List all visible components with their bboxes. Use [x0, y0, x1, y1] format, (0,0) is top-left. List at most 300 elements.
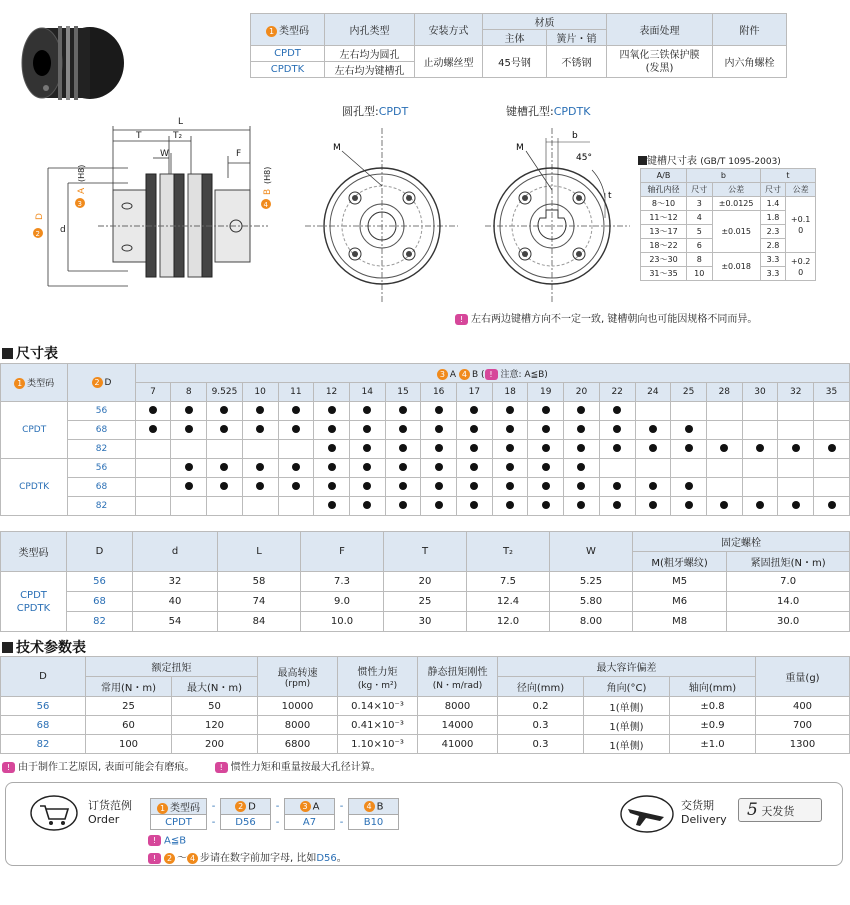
- header-spring: 簧片・销: [547, 30, 607, 46]
- dim-T: T: [136, 131, 142, 141]
- available-dot-icon: [149, 406, 157, 414]
- header-body: 主体: [483, 30, 547, 46]
- available-dot-icon: [792, 444, 800, 452]
- availability-cell: [599, 497, 635, 516]
- spec-cell-t: 25: [384, 592, 467, 612]
- dims-h-ab: 3 A 4 B ( ! 注意: A≦B): [135, 364, 849, 383]
- tech-cell-a: 1(单侧): [584, 697, 670, 716]
- key-bore-label: [506, 103, 590, 119]
- marker-3-icon: 3: [437, 369, 448, 380]
- keyway-range: 23～30: [641, 253, 687, 267]
- availability-cell: [349, 497, 385, 516]
- availability-cell: [528, 440, 564, 459]
- round-bore-code: CPDT: [378, 105, 409, 118]
- availability-cell: [564, 497, 600, 516]
- availability-cell: [706, 497, 742, 516]
- availability-cell: [457, 459, 493, 478]
- availability-cell: [421, 478, 457, 497]
- keyway-btol: ±0.0125: [712, 197, 760, 211]
- available-dot-icon: [828, 501, 836, 509]
- spec-cell-t2: 12.4: [467, 592, 550, 612]
- availability-cell: [242, 459, 278, 478]
- availability-cell: [278, 421, 314, 440]
- available-dot-icon: [470, 501, 478, 509]
- spec-cell-l: 74: [218, 592, 301, 612]
- spec-cell-f: 7.3: [301, 572, 384, 592]
- tech-h-deviation: 最大容许偏差: [498, 657, 756, 677]
- order-example-table: [150, 798, 399, 830]
- keyway-h-bsize: 尺寸: [687, 183, 713, 197]
- available-dot-icon: [149, 425, 157, 433]
- dim-W: W: [160, 149, 169, 159]
- spec-cell-d: 56: [67, 572, 133, 592]
- tech-cell-n: 25: [86, 697, 172, 716]
- available-dot-icon: [613, 501, 621, 509]
- availability-cell: [421, 440, 457, 459]
- table-row: [1, 735, 850, 754]
- note-icon: !: [148, 835, 161, 846]
- availability-cell: [706, 478, 742, 497]
- available-dot-icon: [363, 406, 371, 414]
- available-dot-icon: [577, 425, 585, 433]
- order-title: [88, 799, 132, 827]
- type-code-cell: CPDT: [1, 402, 68, 459]
- tech-h-weight: 重量(g): [756, 657, 850, 697]
- size-col-header: 17: [457, 383, 493, 402]
- availability-cell: [457, 421, 493, 440]
- availability-cell: [457, 402, 493, 421]
- dim-F: F: [236, 149, 242, 159]
- availability-cell: [671, 478, 707, 497]
- dim-B: B: [263, 188, 273, 195]
- availability-cell: [814, 459, 850, 478]
- marker-4-icon: 4: [364, 801, 375, 812]
- dimension-spec-table: [0, 531, 850, 632]
- keyway-b: 3: [687, 197, 713, 211]
- product-type-table: [250, 13, 787, 78]
- availability-cell: [742, 402, 778, 421]
- tech-cell-x: ±0.9: [670, 716, 756, 735]
- airplane-icon: [620, 795, 674, 833]
- keyway-square-icon: [638, 156, 647, 165]
- keyway-btol: ±0.015: [712, 211, 760, 253]
- available-dot-icon: [577, 501, 585, 509]
- available-dot-icon: [506, 444, 514, 452]
- availability-cell: [492, 497, 528, 516]
- key-b-label: b: [572, 131, 578, 141]
- tech-cell-i: 0.14×10⁻³: [338, 697, 418, 716]
- keyway-b: 6: [687, 239, 713, 253]
- availability-cell: [528, 421, 564, 440]
- availability-cell: [314, 478, 350, 497]
- order-v-A: A7: [285, 815, 335, 830]
- round-front-view: [300, 118, 460, 308]
- available-dot-icon: [649, 482, 657, 490]
- availability-cell: [635, 440, 671, 459]
- availability-cell: [706, 440, 742, 459]
- svg-text:3: 3: [77, 200, 82, 208]
- availability-cell: [671, 497, 707, 516]
- order-dash: -: [339, 816, 344, 828]
- keyway-h-tsize: 尺寸: [760, 183, 786, 197]
- note-icon: !: [455, 314, 468, 325]
- order-h-A: 3 A: [285, 799, 335, 815]
- availability-cell: [706, 421, 742, 440]
- keyway-t: 2.8: [760, 239, 786, 253]
- D-cell: 82: [68, 497, 135, 516]
- type-code-cell: CPDTK: [1, 459, 68, 516]
- available-dot-icon: [292, 463, 300, 471]
- spec-cell-d: 82: [67, 612, 133, 632]
- available-dot-icon: [542, 406, 550, 414]
- round-M-label: M: [333, 143, 341, 153]
- spec-cell-l: 84: [218, 612, 301, 632]
- spec-cell-t2: 12.0: [467, 612, 550, 632]
- keyway-h-ttol: 公差: [786, 183, 816, 197]
- marker-4-icon: 4: [187, 853, 198, 864]
- availability-cell: [599, 459, 635, 478]
- available-dot-icon: [292, 425, 300, 433]
- keyway-btol: ±0.018: [712, 253, 760, 281]
- available-dot-icon: [185, 463, 193, 471]
- availability-cell: [778, 402, 814, 421]
- available-dot-icon: [363, 501, 371, 509]
- order-rule-1: ! A≦B: [148, 835, 186, 847]
- availability-cell: [528, 478, 564, 497]
- size-col-header: 28: [706, 383, 742, 402]
- section-title-dims: 尺寸表: [2, 343, 58, 363]
- order-h-type: 1 类型码: [151, 799, 207, 815]
- available-dot-icon: [399, 501, 407, 509]
- body-material: 45号钢: [483, 46, 547, 78]
- availability-cell: [171, 497, 207, 516]
- available-dot-icon: [506, 425, 514, 433]
- available-dot-icon: [435, 463, 443, 471]
- key-bore-code: CPDTK: [553, 105, 591, 118]
- availability-cell: [349, 421, 385, 440]
- available-dot-icon: [470, 463, 478, 471]
- spec-h-T2: T₂: [467, 532, 550, 572]
- keyway-h-shaft: 轴孔内径: [641, 183, 687, 197]
- available-dot-icon: [649, 425, 657, 433]
- table-row: [1, 612, 850, 632]
- round-bore-title: 圆孔型:: [342, 105, 379, 118]
- availability-cell: [492, 459, 528, 478]
- spec-cell-t2: 7.5: [467, 572, 550, 592]
- available-dot-icon: [328, 482, 336, 490]
- spec-cell-f: 9.0: [301, 592, 384, 612]
- order-title-en: Order: [88, 813, 120, 826]
- available-dot-icon: [649, 444, 657, 452]
- tech-h-axial: 轴向(mm): [670, 677, 756, 697]
- marker-1-icon: 1: [157, 803, 168, 814]
- type-code-cell: CPDT CPDTK: [1, 572, 67, 632]
- availability-cell: [207, 421, 243, 440]
- spec-cell-tq: 14.0: [727, 592, 850, 612]
- available-dot-icon: [542, 463, 550, 471]
- tech-h-speed: 最高转速 (rpm): [258, 657, 338, 697]
- availability-cell: [528, 402, 564, 421]
- available-dot-icon: [328, 444, 336, 452]
- D-cell: 68: [68, 421, 135, 440]
- availability-cell: [385, 459, 421, 478]
- table-row: [1, 421, 850, 440]
- header-bore-type: 内孔类型: [325, 14, 415, 46]
- tech-h-stiffness-unit: (N・m/rad): [432, 680, 483, 691]
- availability-cell: [564, 421, 600, 440]
- availability-cell: [457, 497, 493, 516]
- tech-cell-D: 68: [1, 716, 86, 735]
- availability-cell: [814, 497, 850, 516]
- tech-cell-x: ±0.8: [670, 697, 756, 716]
- availability-cell: [742, 459, 778, 478]
- tech-cell-s: 6800: [258, 735, 338, 754]
- tech-cell-m: 120: [172, 716, 258, 735]
- tech-cell-r: 0.3: [498, 716, 584, 735]
- availability-cell: [635, 497, 671, 516]
- svg-text:2: 2: [35, 230, 40, 238]
- keyway-h-ab: A/B: [641, 169, 687, 183]
- availability-cell: [385, 478, 421, 497]
- availability-cell: [742, 440, 778, 459]
- table-row: [1, 497, 850, 516]
- spec-cell-w: 8.00: [550, 612, 633, 632]
- available-dot-icon: [542, 425, 550, 433]
- availability-cell: [599, 402, 635, 421]
- availability-cell: [385, 421, 421, 440]
- marker-1-icon: 1: [266, 26, 277, 37]
- available-dot-icon: [399, 425, 407, 433]
- spec-cell-t: 30: [384, 612, 467, 632]
- available-dot-icon: [363, 425, 371, 433]
- available-dot-icon: [292, 406, 300, 414]
- available-dot-icon: [577, 463, 585, 471]
- marker-1-icon: 1: [14, 378, 25, 389]
- spec-cell-w: 5.25: [550, 572, 633, 592]
- availability-cell: [314, 497, 350, 516]
- spec-cell-d: 54: [133, 612, 218, 632]
- type-code-cpdt: CPDT: [251, 46, 325, 62]
- availability-cell: [349, 459, 385, 478]
- tech-cell-a: 1(单侧): [584, 716, 670, 735]
- available-dot-icon: [399, 406, 407, 414]
- available-dot-icon: [542, 482, 550, 490]
- spec-h-W: W: [550, 532, 633, 572]
- availability-cell: [171, 478, 207, 497]
- keyway-range: 13～17: [641, 225, 687, 239]
- available-dot-icon: [720, 501, 728, 509]
- availability-cell: [242, 497, 278, 516]
- availability-cell: [671, 402, 707, 421]
- tech-cell-r: 0.2: [498, 697, 584, 716]
- spring-material: 不锈钢: [547, 46, 607, 78]
- available-dot-icon: [613, 444, 621, 452]
- order-title-cn: 订货范例: [88, 799, 132, 812]
- available-dot-icon: [363, 482, 371, 490]
- tech-cell-m: 50: [172, 697, 258, 716]
- availability-cell: [564, 402, 600, 421]
- keyway-range: 31～35: [641, 267, 687, 281]
- dim-A-tol: (H8): [77, 164, 86, 182]
- size-col-header: 15: [385, 383, 421, 402]
- availability-cell: [135, 478, 171, 497]
- availability-cell: [742, 497, 778, 516]
- keyway-b: 4: [687, 211, 713, 225]
- available-dot-icon: [685, 482, 693, 490]
- spec-cell-d: 40: [133, 592, 218, 612]
- availability-cell: [242, 402, 278, 421]
- size-col-header: 8: [171, 383, 207, 402]
- available-dot-icon: [506, 501, 514, 509]
- spec-cell-m: M8: [633, 612, 727, 632]
- order-dash: -: [339, 801, 344, 812]
- tech-h-max: 最大(N・m): [172, 677, 258, 697]
- size-col-header: 11: [278, 383, 314, 402]
- availability-cell: [706, 402, 742, 421]
- mount-value: 止动螺丝型: [415, 46, 483, 78]
- D-cell: 82: [68, 440, 135, 459]
- size-col-header: 9.525: [207, 383, 243, 402]
- spec-h-D: D: [67, 532, 133, 572]
- availability-cell: [564, 459, 600, 478]
- available-dot-icon: [220, 425, 228, 433]
- available-dot-icon: [435, 482, 443, 490]
- spec-cell-d: 32: [133, 572, 218, 592]
- keyway-t: 2.3: [760, 225, 786, 239]
- availability-cell: [207, 402, 243, 421]
- size-col-header: 20: [564, 383, 600, 402]
- available-dot-icon: [506, 406, 514, 414]
- tech-cell-i: 0.41×10⁻³: [338, 716, 418, 735]
- order-dash: -: [275, 801, 280, 812]
- availability-cell: [814, 402, 850, 421]
- available-dot-icon: [720, 444, 728, 452]
- side-view-drawing: [28, 108, 288, 308]
- availability-cell: [278, 478, 314, 497]
- section-title-tech: 技术参数表: [2, 637, 86, 657]
- available-dot-icon: [399, 444, 407, 452]
- table-row: [1, 592, 850, 612]
- availability-cell: [314, 459, 350, 478]
- size-col-header: 10: [242, 383, 278, 402]
- order-rule-example: D56: [316, 853, 337, 864]
- tech-h-inertia: 惯性力矩 (kg・m²): [338, 657, 418, 697]
- tech-h-normal: 常用(N・m): [86, 677, 172, 697]
- spec-cell-f: 10.0: [301, 612, 384, 632]
- availability-cell: [207, 497, 243, 516]
- dims-h-D: 2 D: [68, 364, 135, 402]
- availability-cell: [492, 402, 528, 421]
- availability-cell: [314, 421, 350, 440]
- availability-cell: [135, 440, 171, 459]
- order-v-D: D56: [221, 815, 271, 830]
- availability-cell: [278, 459, 314, 478]
- keyway-h-b: b: [687, 169, 761, 183]
- availability-cell: [135, 421, 171, 440]
- tech-cell-n: 60: [86, 716, 172, 735]
- availability-cell: [457, 440, 493, 459]
- tech-cell-i: 1.10×10⁻³: [338, 735, 418, 754]
- spec-cell-w: 5.80: [550, 592, 633, 612]
- header-surface: 表面处理: [607, 14, 713, 46]
- spec-h-bolt: 固定螺栓: [633, 532, 850, 552]
- tech-cell-a: 1(单侧): [584, 735, 670, 754]
- order-dash: -: [211, 801, 216, 812]
- available-dot-icon: [328, 501, 336, 509]
- spec-h-d: d: [133, 532, 218, 572]
- D-cell: 56: [68, 459, 135, 478]
- available-dot-icon: [685, 501, 693, 509]
- available-dot-icon: [542, 501, 550, 509]
- availability-cell: [814, 440, 850, 459]
- availability-cell: [492, 478, 528, 497]
- available-dot-icon: [577, 482, 585, 490]
- availability-cell: [135, 497, 171, 516]
- size-col-header: 25: [671, 383, 707, 402]
- available-dot-icon: [470, 425, 478, 433]
- header-mount: 安装方式: [415, 14, 483, 46]
- availability-cell: [528, 459, 564, 478]
- spec-cell-m: M6: [633, 592, 727, 612]
- key-bore-title: 键槽孔型:: [506, 105, 554, 118]
- order-dash: -: [211, 816, 216, 828]
- keyway-b: 5: [687, 225, 713, 239]
- available-dot-icon: [256, 406, 264, 414]
- tech-h-rpm: (rpm): [284, 679, 311, 689]
- keyway-ttol: +0.2 0: [786, 253, 816, 281]
- availability-cell: [635, 421, 671, 440]
- tech-cell-k: 41000: [418, 735, 498, 754]
- delivery-days: 5: [747, 800, 758, 820]
- table-row: [1, 697, 850, 716]
- available-dot-icon: [328, 463, 336, 471]
- available-dot-icon: [185, 406, 193, 414]
- availability-cell: [385, 402, 421, 421]
- tech-h-stiffness: 静态扭矩刚性 (N・m/rad): [418, 657, 498, 697]
- available-dot-icon: [828, 444, 836, 452]
- keyway-table: [640, 168, 816, 281]
- size-col-header: 22: [599, 383, 635, 402]
- availability-cell: [207, 478, 243, 497]
- availability-cell: [278, 402, 314, 421]
- available-dot-icon: [185, 482, 193, 490]
- size-col-header: 35: [814, 383, 850, 402]
- keyway-standard: (GB/T 1095-2003): [700, 157, 781, 167]
- size-col-header: 14: [349, 383, 385, 402]
- availability-cell: [492, 421, 528, 440]
- dims-h-type: 1 类型码: [1, 364, 68, 402]
- dim-D: D: [35, 213, 45, 220]
- available-dot-icon: [256, 482, 264, 490]
- tech-note-1: 由于制作工艺原因, 表面可能会有磨痕。: [18, 762, 195, 773]
- availability-cell: [742, 421, 778, 440]
- delivery-title: [681, 799, 727, 827]
- tech-cell-w: 700: [756, 716, 850, 735]
- availability-cell: [314, 440, 350, 459]
- availability-cell: [135, 402, 171, 421]
- availability-cell: [599, 440, 635, 459]
- availability-cell: [421, 402, 457, 421]
- availability-cell: [242, 440, 278, 459]
- available-dot-icon: [399, 482, 407, 490]
- tech-cell-w: 400: [756, 697, 850, 716]
- availability-cell: [314, 402, 350, 421]
- tech-param-table: [0, 656, 850, 754]
- availability-cell: [171, 459, 207, 478]
- header-material: 材质: [483, 14, 607, 30]
- tech-note-2: 惯性力矩和重量按最大孔径计算。: [230, 762, 381, 773]
- availability-cell: [528, 497, 564, 516]
